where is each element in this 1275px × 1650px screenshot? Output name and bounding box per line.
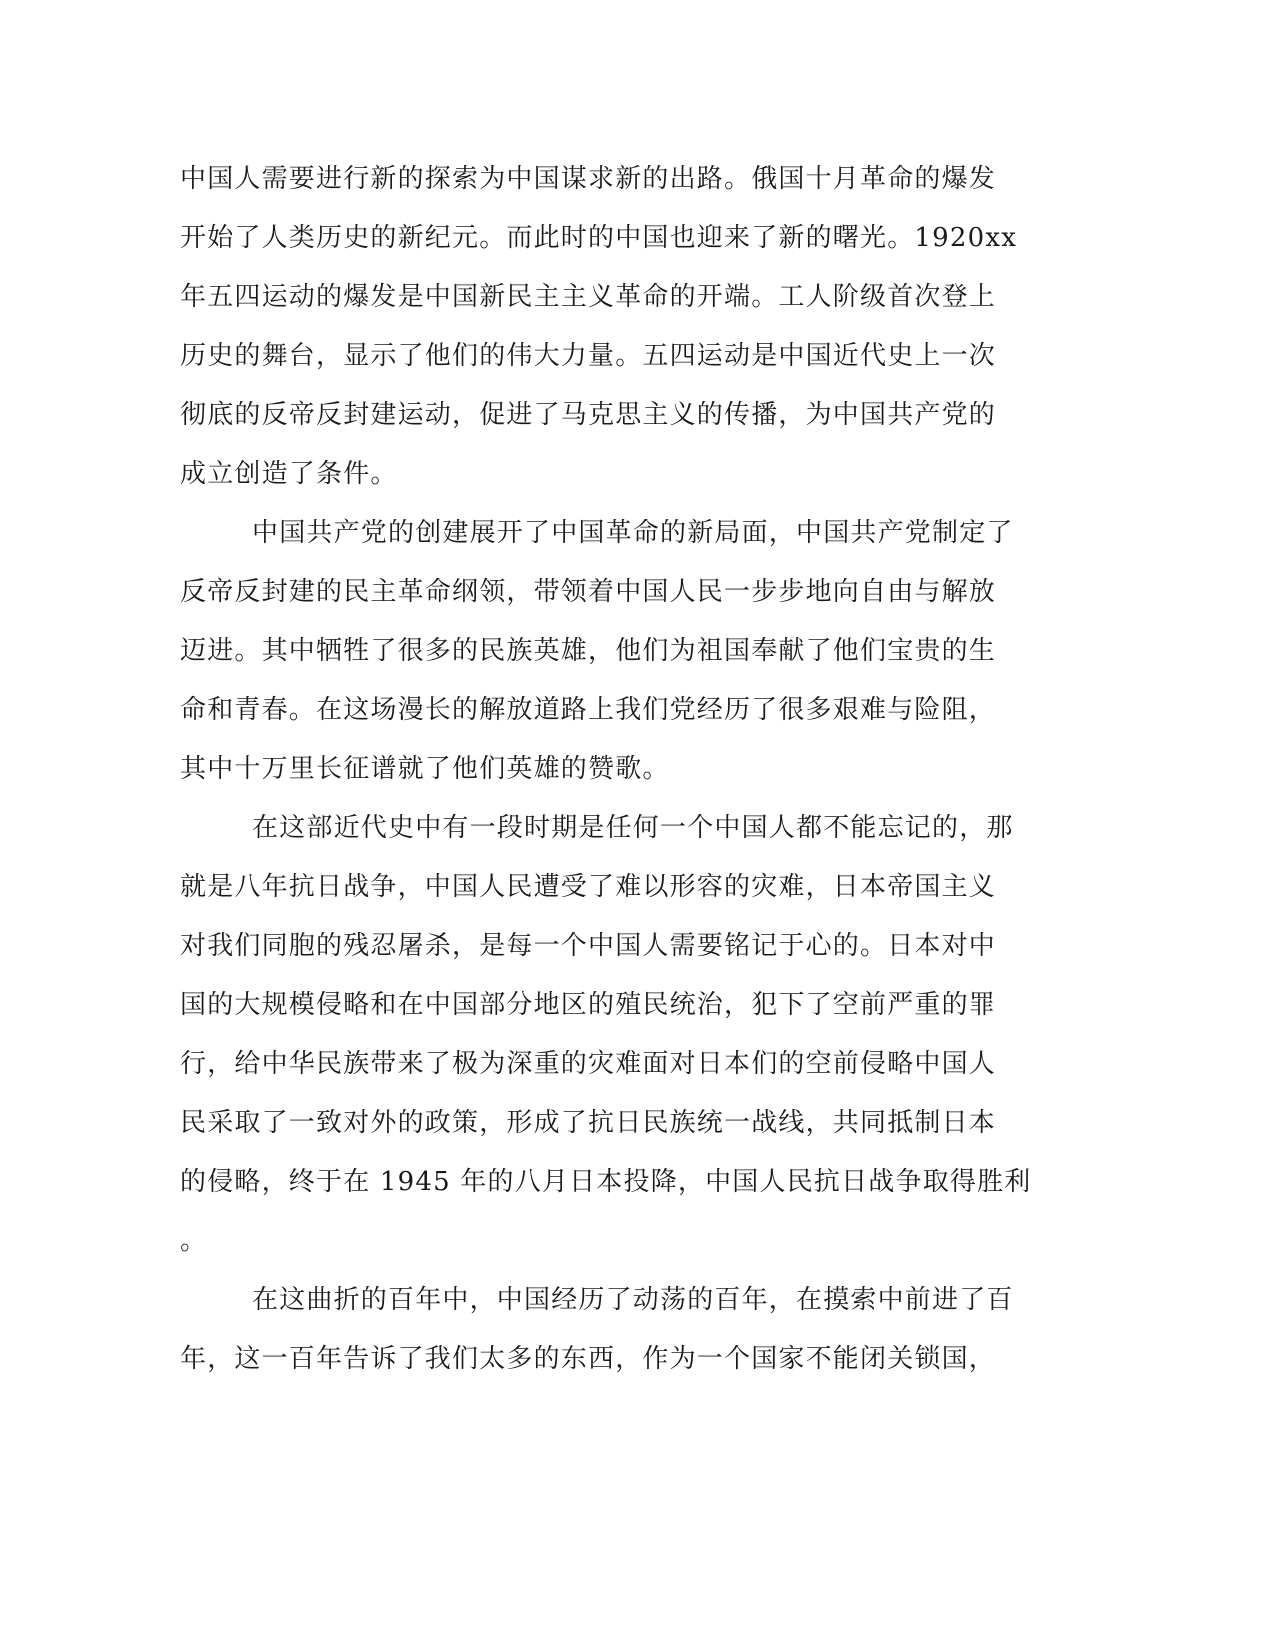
text-line: 开始了人类历史的新纪元。而此时的中国也迎来了新的曙光。1920xx (180, 223, 1018, 253)
document-body (180, 150, 1040, 1389)
text-line: 中国人需要进行新的探索为中国谋求新的出路。俄国十月革命的爆发 (180, 164, 997, 194)
paragraph-3 (180, 799, 1040, 1271)
text-line: 。 (180, 1226, 208, 1256)
paragraph-2 (180, 504, 1040, 799)
text-line: 其中十万里长征谱就了他们英雄的赞歌。 (180, 754, 670, 784)
text-line: 年五四运动的爆发是中国新民主主义革命的开端。工人阶级首次登上 (180, 282, 997, 312)
text-line: 在这曲折的百年中，中国经历了动荡的百年，在摸索中前进了百 (252, 1285, 1014, 1315)
text-line: 年，这一百年告诉了我们太多的东西，作为一个国家不能闭关锁国， (180, 1344, 997, 1374)
paragraph-4 (180, 1271, 1040, 1389)
text-line: 反帝反封建的民主革命纲领，带领着中国人民一步步地向自由与解放 (180, 577, 997, 607)
text-line: 对我们同胞的残忍屠杀，是每一个中国人需要铭记于心的。日本对中 (180, 931, 997, 961)
text-line: 国的大规模侵略和在中国部分地区的殖民统治，犯下了空前严重的罪 (180, 990, 997, 1020)
text-line: 历史的舞台，显示了他们的伟大力量。五四运动是中国近代史上一次 (180, 341, 997, 371)
text-line: 命和青春。在这场漫长的解放道路上我们党经历了很多艰难与险阻， (180, 695, 997, 725)
text-line: 的侵略，终于在 1945 年的八月日本投降，中国人民抗日战争取得胜利 (180, 1167, 1032, 1197)
paragraph-1 (180, 150, 1040, 504)
text-line: 中国共产党的创建展开了中国革命的新局面，中国共产党制定了 (252, 518, 1014, 548)
text-line: 民采取了一致对外的政策，形成了抗日民族统一战线，共同抵制日本 (180, 1108, 997, 1138)
text-line: 就是八年抗日战争，中国人民遭受了难以形容的灾难，日本帝国主义 (180, 872, 997, 902)
text-line: 迈进。其中牺牲了很多的民族英雄，他们为祖国奉献了他们宝贵的生 (180, 636, 997, 666)
text-line: 彻底的反帝反封建运动，促进了马克思主义的传播，为中国共产党的 (180, 400, 997, 430)
text-line: 在这部近代史中有一段时期是任何一个中国人都不能忘记的，那 (252, 813, 1014, 843)
text-line: 行，给中华民族带来了极为深重的灾难面对日本们的空前侵略中国人 (180, 1049, 997, 1079)
text-line: 成立创造了条件。 (180, 459, 398, 489)
